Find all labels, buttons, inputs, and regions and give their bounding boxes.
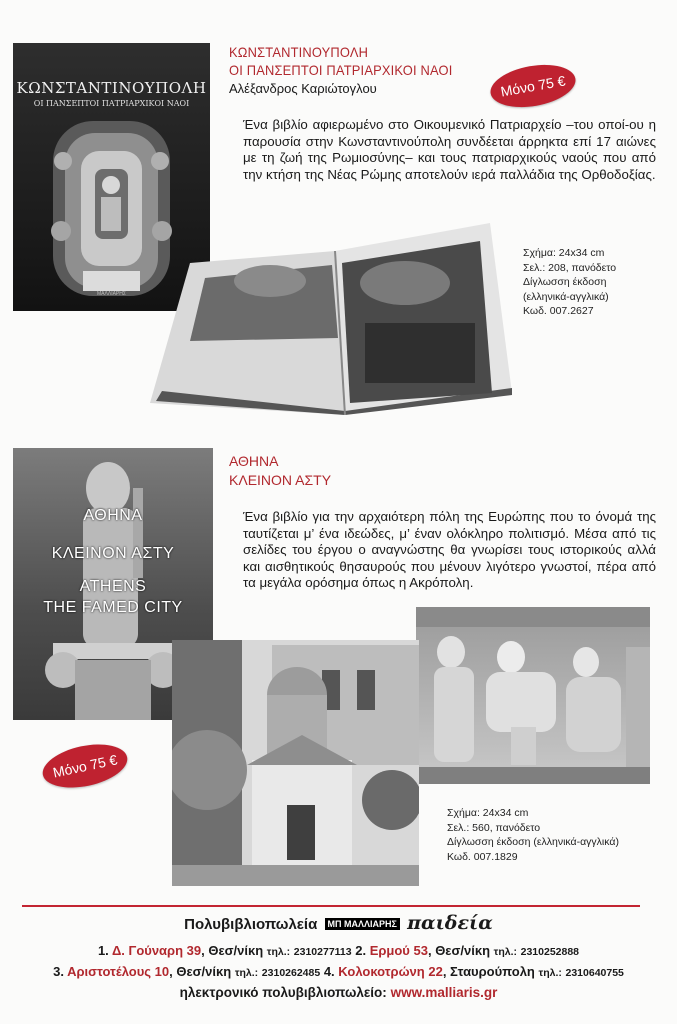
store-4: 4. Κολοκοτρώνη 22, Σταυρούπολη τηλ.: 2310640755 bbox=[323, 964, 624, 979]
book1-spec-edition: Δίγλωσση έκδοση bbox=[523, 276, 607, 288]
store-1-tel-label: τηλ.: bbox=[266, 946, 291, 958]
book2-cover-line4: THE FAMED CITY bbox=[43, 599, 183, 616]
store-3-street: Αριστοτέλους 10 bbox=[67, 964, 170, 979]
book1-spec-pages: Σελ.: 208, πανόδετο bbox=[523, 261, 617, 274]
book2-price-badge: Μόνο 75 € bbox=[39, 737, 131, 794]
store-1-number: 1. bbox=[97, 943, 109, 958]
book2-title bbox=[229, 452, 331, 490]
store-1-street: Δ. Γούναρη 39 bbox=[111, 943, 202, 958]
footer-stores-line2 bbox=[0, 964, 677, 979]
store-3-tel-label: τηλ.: bbox=[234, 967, 259, 979]
book2-title-line1: ΑΘΗΝΑ bbox=[229, 453, 279, 469]
book1-cover-publisher: ΜΑΛΛΙΑΡΗΣ bbox=[97, 291, 126, 297]
store-4-city: Σταυρούπολη bbox=[450, 964, 535, 979]
book2-cover-line2: ΚΛΕΙΝΟΝ ΑΣΤΥ bbox=[51, 545, 175, 562]
church-photo bbox=[172, 640, 419, 886]
footer-divider bbox=[22, 905, 640, 907]
book1-open-spread-image bbox=[150, 223, 512, 415]
store-3: 3. Αριστοτέλους 10, Θεσ/νίκη τηλ.: 2310262485 bbox=[53, 964, 321, 979]
book1-spec-format: Σχήμα: 24x34 cm bbox=[523, 247, 605, 259]
store-2-city: Θεσ/νίκη bbox=[435, 943, 491, 958]
frieze-photo bbox=[416, 607, 650, 784]
book1-title-line2: ΟΙ ΠΑΝΣΕΠΤΟΙ ΠΑΤΡΙΑΡΧΙΚΟΙ ΝΑΟΙ bbox=[229, 62, 453, 78]
book2-title-line2: ΚΛΕΙΝΟΝ ΑΣΤΥ bbox=[229, 472, 332, 488]
store-3-tel: 2310262485 bbox=[261, 967, 321, 979]
book2-description: Ένα βιβλίο για την αρχαιότερη πόλη της Ευρώπης που το όνομά της ταυτίζεται μ’ ένα ιδεώδες, μ’ έναν ολόκληρο πολιτισμό. Μέσα από τις σελίδες του έργου ο αναγνώστης θα γνωρίσει τους ιστορικούς αλλά και αισθητικούς θησαυρούς που μένουν λιγότερο γνωστοί, πέρα από τα μεγάλα ορόσημα όπως η Ακρόπολη. bbox=[243, 509, 656, 590]
store-2-number: 2. bbox=[355, 943, 367, 958]
book1-specs bbox=[523, 246, 616, 319]
book1-cover-title: ΚΩΝΣΤΑΝΤΙΝΟΥΠΟΛΗ bbox=[16, 79, 207, 97]
footer-heading-text: Πολυβιβλιοπωλεία bbox=[184, 916, 318, 933]
book1-title bbox=[229, 43, 472, 79]
book2-spec-code: Κωδ. 007.1829 bbox=[447, 850, 518, 863]
book2-cover-line1: ΑΘΗΝΑ bbox=[83, 507, 143, 524]
store-2-tel-label: τηλ.: bbox=[493, 946, 517, 958]
book2-spec-edition: Δίγλωσση έκδοση (ελληνικά-αγγλικά) bbox=[447, 836, 619, 848]
store-2-tel: 2310252888 bbox=[520, 946, 580, 958]
book2-cover-line3: ATHENS bbox=[79, 578, 147, 595]
store-4-tel-label: τηλ.: bbox=[538, 967, 562, 979]
book1-cover-subtitle: ΟΙ ΠΑΝΣΕΠΤΟΙ ΠΑΤΡΙΑΡΧΙΚΟΙ ΝΑΟΙ bbox=[33, 99, 190, 108]
store-3-number: 3. bbox=[53, 964, 64, 979]
footer-heading bbox=[0, 912, 677, 934]
store-1-city: Θεσ/νίκη bbox=[208, 943, 264, 958]
book1-spec-code: Κωδ. 007.2627 bbox=[523, 305, 594, 317]
footer-eshop bbox=[0, 985, 677, 1000]
store-4-street: Κολοκοτρώνη 22 bbox=[338, 964, 443, 979]
store-3-city: Θεσ/νίκη bbox=[176, 964, 232, 979]
store-1: 1. Δ. Γούναρη 39, Θεσ/νίκη τηλ.: 2310277113 bbox=[97, 943, 352, 958]
footer-stores-line1 bbox=[0, 943, 677, 958]
store-2-street: Ερμού 53 bbox=[369, 943, 428, 958]
book1-title-line1: ΚΩΝΣΤΑΝΤΙΝΟΥΠΟΛΗ bbox=[229, 44, 369, 60]
store-1-tel: 2310277113 bbox=[293, 946, 352, 958]
paideia-brand: παιδεία bbox=[407, 912, 493, 934]
book2-spec-format: Σχήμα: 24x34 cm bbox=[447, 807, 529, 819]
eshop-label: ηλεκτρονικό πολυβιβλιοπωλείο: bbox=[179, 985, 387, 1000]
eshop-link[interactable]: www.malliaris.gr bbox=[390, 985, 498, 1000]
book2-spec-pages: Σελ.: 560, πανόδετο bbox=[447, 821, 541, 834]
book1-description: Ένα βιβλίο αφιερωμένο στο Οικουμενικό Πατριαρχείο –του οποί-ου η παρουσία στην Κωνσταντινούπολη συνδέεται άρρηκτα επί 17 αιώνες με τη ζωή της Ρωμιοσύνης– και τους πατριαρχικούς ναούς που από την κτήση της Νέας Ρώμης αποτελούν ιερά παλλάδια της Ορθοδοξίας. bbox=[243, 117, 656, 182]
store-4-number: 4. bbox=[323, 964, 335, 979]
book1-spec-languages: (ελληνικά-αγγλικά) bbox=[523, 290, 609, 303]
book2-specs bbox=[447, 806, 619, 864]
store-2: 2. Ερμού 53, Θεσ/νίκη τηλ.: 2310252888 bbox=[355, 943, 580, 958]
store-4-tel: 2310640755 bbox=[565, 967, 624, 979]
book1-price-badge: Μόνο 75 € bbox=[487, 59, 579, 113]
malliaris-logo: ΜΠ ΜΑΛΛΙΑΡΗΣ bbox=[325, 918, 400, 930]
book1-author: Αλέξανδρος Καριώτογλου bbox=[229, 81, 377, 96]
